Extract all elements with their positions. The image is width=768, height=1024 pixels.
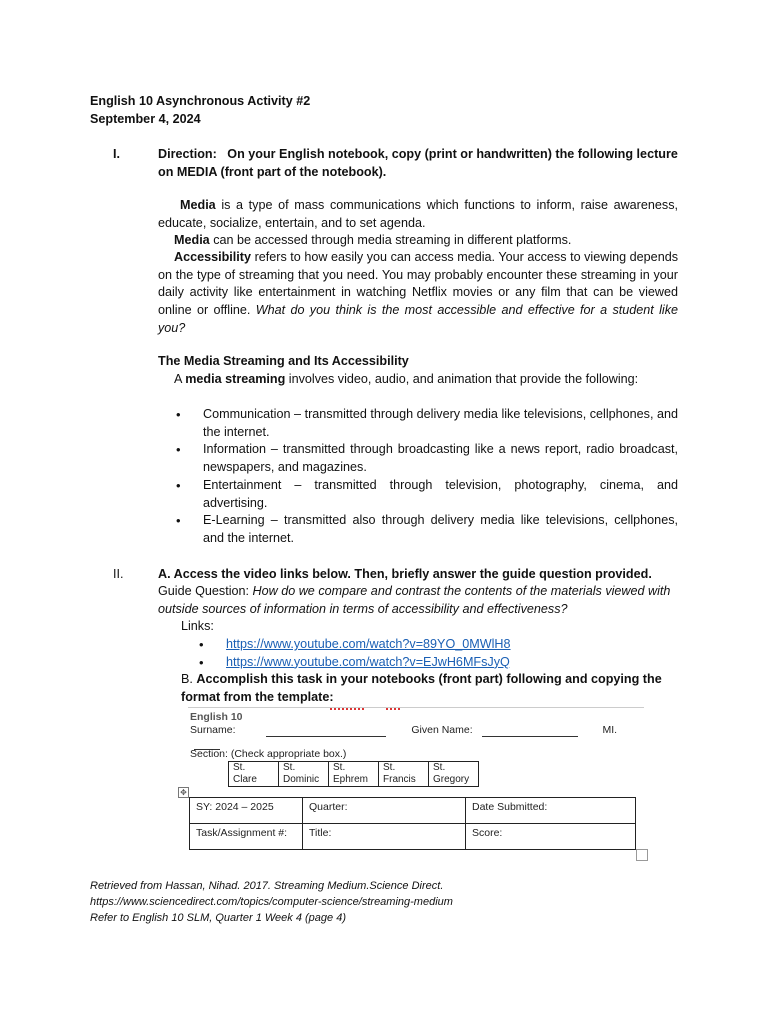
- part-two-a-heading: A. Access the video links below. Then, briefly answer the guide question provided.: [158, 567, 652, 581]
- section-label: Section: (Check appropriate box.): [190, 748, 347, 760]
- submission-info-table: [189, 797, 636, 850]
- template-top-rule: [188, 707, 644, 708]
- list-item: • E-Learning – transmitted also through delivery media like televisions, cellphones, and the internet.: [158, 512, 678, 547]
- section-option-ephrem[interactable]: St. Ephrem: [329, 762, 379, 787]
- sy-cell: SY: 2024 – 2025: [190, 798, 303, 824]
- links-list: [181, 636, 661, 671]
- term-media-streaming: media streaming: [185, 372, 286, 386]
- subheading-media-streaming: The Media Streaming and Its Accessibility: [158, 354, 409, 368]
- paragraph-media-access: Media can be accessed through media streaming in different platforms.: [174, 233, 572, 247]
- direction-text: On your English notebook, copy (print or handwritten) the following lecture on MEDIA (front part of the notebook).: [158, 147, 678, 179]
- part-two-b-line1: B. Accomplish this task in your notebooks (front part) following and copying the format from the template:: [181, 672, 662, 704]
- template-subject: English 10: [190, 711, 243, 723]
- section-option-francis[interactable]: St. Francis: [379, 762, 429, 787]
- document-date: September 4, 2024: [90, 112, 201, 126]
- list-item: • Information – transmitted through broadcasting like a news report, radio broadcast, newspapers, and magazines.: [158, 441, 678, 476]
- paragraph-media-definition: Media is a type of mass communications which functions to inform, raise awareness, educate, socialize, entertain, and to set agenda.: [158, 198, 678, 230]
- task-cell: Task/Assignment #:: [190, 824, 303, 850]
- table-resize-handle-icon[interactable]: [636, 849, 648, 861]
- streaming-list: [158, 406, 678, 548]
- document-title: English 10 Asynchronous Activity #2: [90, 94, 311, 108]
- term-accessibility: Accessibility: [174, 250, 252, 264]
- part-two-numeral: II.: [113, 567, 124, 581]
- guide-question-text: How do we compare and contrast the contents of the materials viewed with outside sources of information in terms of accessibility and effectiveness?: [158, 584, 671, 616]
- section-option-gregory[interactable]: St. Gregory: [429, 762, 479, 787]
- accessibility-question: What do you think is the most accessible and effective for a student like you?: [158, 303, 678, 335]
- part-one-numeral: I.: [113, 147, 120, 161]
- table-move-handle-icon[interactable]: ✥: [178, 787, 189, 798]
- surname-blank: [266, 736, 386, 737]
- part-one-direction: [158, 146, 678, 181]
- mi-label: MI.: [602, 724, 618, 736]
- section-checkbox-table: [228, 761, 479, 787]
- guide-question: [158, 583, 678, 618]
- spellcheck-mark: [330, 708, 366, 710]
- links-label: Links:: [181, 619, 214, 633]
- footer-citation: Retrieved from Hassan, Nihad. 2017. Streaming Medium.Science Direct. https://www.sciencedirect.com/topics/computer-science/streaming-medium: [90, 880, 453, 908]
- video-link-2[interactable]: https://www.youtube.com/watch?v=EJwH6MFsJyQ: [226, 654, 510, 669]
- given-name-label: Given Name:: [411, 724, 473, 736]
- date-submitted-cell: Date Submitted:: [466, 798, 636, 824]
- quarter-cell: Quarter:: [303, 798, 466, 824]
- given-name-blank: [482, 736, 578, 737]
- streaming-intro: A media streaming involves video, audio, and animation that provide the following:: [174, 372, 639, 386]
- section-option-clare[interactable]: St. Clare: [229, 762, 279, 787]
- footer-reference: Refer to English 10 SLM, Quarter 1 Week 4 (page 4): [90, 912, 346, 924]
- score-cell: Score:: [466, 824, 636, 850]
- guide-question-label: Guide Question:: [158, 584, 253, 598]
- list-item: • Communication – transmitted through delivery media like televisions, cellphones, and the internet.: [158, 406, 678, 441]
- term-media: Media: [180, 198, 216, 212]
- direction-label: Direction:: [158, 147, 217, 161]
- video-link-1[interactable]: https://www.youtube.com/watch?v=89YO_0MWlH8: [226, 637, 511, 651]
- list-item: • Entertainment – transmitted through television, photography, cinema, and advertising.: [158, 477, 678, 512]
- spellcheck-mark: [386, 708, 402, 710]
- part-two-b-text: Accomplish this task in your notebooks (front part) following and copying the format from the template:: [181, 672, 662, 704]
- title-cell: Title:: [303, 824, 466, 850]
- surname-label: Surname:: [190, 724, 236, 736]
- term-media-2: Media: [174, 233, 210, 247]
- paragraph-accessibility: Accessibility refers to how easily you can access media. Your access to viewing depends on the type of streaming that you need. You may probably encounter these streaming in your daily activity like entertainment in watching Netflix movies or any film that can be viewed online or offline. What do you think is the most accessible and effective for a student like you?: [158, 250, 678, 335]
- template-name-row: [190, 724, 640, 750]
- section-option-dominic[interactable]: St. Dominic: [279, 762, 329, 787]
